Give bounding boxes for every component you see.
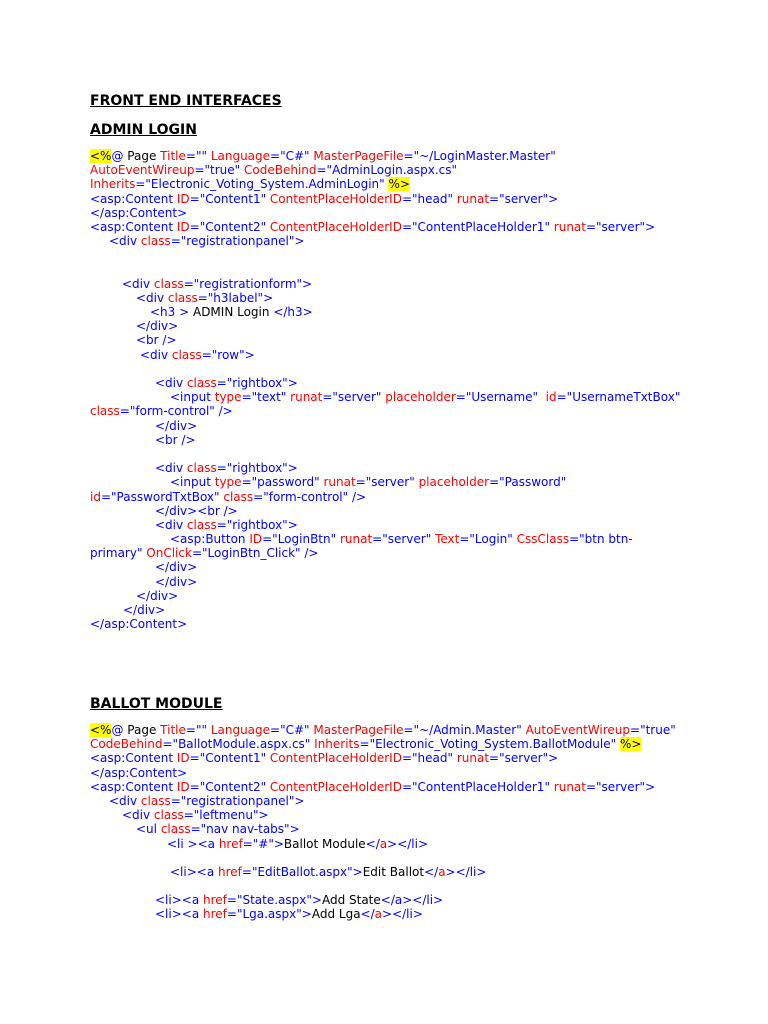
code-token: MasterPageFile — [313, 723, 404, 737]
code-token: ="server"> — [585, 219, 656, 234]
code-token: ID — [176, 191, 190, 206]
code-token: Add State — [321, 893, 381, 908]
code-token: ="row"> — [201, 347, 255, 362]
code-token: ="btn btn- — [569, 532, 633, 547]
admin-login-heading: ADMIN LOGIN — [90, 122, 197, 138]
code-token: class — [186, 376, 217, 390]
code-line — [90, 319, 730, 333]
code-token: href — [203, 907, 227, 922]
code-token: <div — [109, 793, 141, 808]
code-line — [90, 447, 730, 461]
code-token: ="nav nav-tabs"> — [190, 822, 300, 837]
code-line — [90, 766, 730, 780]
code-token: ="~/LoginMaster.Master" — [403, 149, 556, 163]
code-token: <asp:Content — [90, 751, 177, 766]
code-token: placeholder — [385, 390, 456, 405]
code-token: Page — [127, 723, 161, 737]
code-line — [90, 518, 730, 532]
code-line — [90, 808, 730, 822]
code-token: Title — [160, 149, 186, 163]
code-token: ="Password" — [489, 475, 567, 490]
code-token: <asp:Content — [90, 779, 177, 794]
code-token: <div — [122, 808, 154, 823]
code-token: id — [90, 489, 101, 504]
code-token: ="server"> — [585, 779, 656, 794]
code-line — [90, 822, 730, 836]
code-token: </div> — [155, 418, 198, 433]
code-token: Title — [160, 723, 186, 737]
code-token: a — [379, 836, 388, 851]
code-token: ="registrationpanel"> — [170, 234, 305, 249]
code-token: ></li> — [445, 864, 487, 879]
code-line — [90, 177, 730, 191]
code-token: ></li> — [387, 836, 429, 851]
code-token: ="server"> — [489, 191, 559, 206]
code-token: ID — [176, 751, 190, 766]
code-line — [90, 419, 730, 433]
code-token: <li ><a — [167, 836, 219, 851]
code-token: ="form-control" /> — [119, 404, 233, 419]
code-token: type — [214, 390, 242, 405]
code-token: </div> — [155, 574, 198, 589]
code-token: class — [160, 822, 191, 837]
code-token: class — [186, 517, 217, 532]
code-line — [90, 248, 730, 262]
code-token: ="ContentPlaceHolder1" — [401, 219, 554, 234]
code-token: <br /> — [155, 432, 196, 447]
code-token: <asp:Content — [90, 219, 177, 234]
code-token: </asp:Content> — [90, 205, 188, 220]
code-token: runat — [456, 191, 490, 206]
code-line — [90, 149, 730, 163]
code-token: ="" — [185, 149, 211, 163]
code-line — [90, 893, 730, 907]
code-line — [90, 291, 730, 305]
code-token: class — [167, 290, 198, 305]
code-token: type — [214, 475, 242, 490]
code-token: Language — [210, 723, 271, 737]
code-line — [90, 475, 730, 489]
code-line — [90, 794, 730, 808]
code-line — [90, 504, 730, 518]
code-token: ContentPlaceHolderID — [269, 219, 402, 234]
code-token: ="Content2" — [189, 779, 270, 794]
code-token: runat — [456, 751, 490, 766]
code-token: ></li> — [382, 907, 423, 922]
code-line — [90, 263, 730, 277]
code-token: ="BallotModule.aspx.cs" — [162, 737, 315, 752]
code-token: primary" — [90, 546, 147, 561]
code-line — [90, 348, 730, 362]
code-token: ="EditBallot.aspx"> — [241, 864, 363, 879]
code-token: ="" — [185, 723, 211, 737]
code-token: AutoEventWireup — [525, 723, 631, 737]
code-token: ="password" — [241, 475, 324, 490]
code-token: runat — [339, 532, 373, 547]
code-token: ="Content2" — [189, 219, 270, 234]
code-line — [90, 865, 730, 879]
code-line — [90, 780, 730, 794]
code-line — [90, 192, 730, 206]
code-line — [90, 333, 730, 347]
code-token: OnClick — [146, 546, 192, 561]
code-token: </asp:Content> — [90, 765, 188, 780]
code-token: ="Username" — [455, 390, 546, 405]
code-token: MasterPageFile — [313, 149, 404, 163]
front-end-interfaces-heading: FRONT END INTERFACES — [90, 93, 282, 109]
code-line — [90, 603, 730, 617]
code-token: <li><a — [155, 893, 203, 908]
code-token: runat — [553, 219, 586, 234]
code-token: ="Content1" — [189, 191, 270, 206]
code-token: class — [171, 347, 202, 362]
code-token: ="form-control" /> — [253, 489, 367, 504]
code-token: ="PasswordTxtBox" — [100, 489, 224, 504]
code-token: ID — [176, 219, 190, 234]
code-token: AutoEventWireup — [90, 163, 195, 178]
code-line — [90, 751, 730, 765]
code-line — [90, 362, 730, 376]
code-token: ="C#" — [270, 149, 314, 163]
code-token: <ul — [136, 822, 161, 837]
code-line — [90, 404, 730, 418]
code-token: class — [153, 808, 184, 823]
code-token: ="Electronic_Voting_System.BallotModule" — [359, 737, 620, 752]
code-line — [90, 305, 730, 319]
code-token: class — [223, 489, 254, 504]
code-token: Ballot Module — [283, 836, 366, 851]
code-token: </ — [424, 864, 439, 879]
code-token: </div> — [155, 560, 198, 575]
code-token: ="C#" — [270, 723, 314, 737]
admin-login-code-block — [90, 149, 730, 631]
code-token: ="LoginBtn" — [262, 532, 340, 547]
code-token: ="rightbox"> — [216, 461, 298, 476]
code-line — [90, 575, 730, 589]
code-token: <% — [90, 149, 112, 163]
code-line — [90, 907, 730, 921]
code-token: href — [203, 893, 227, 908]
code-line — [90, 589, 730, 603]
code-line — [90, 433, 730, 447]
code-line — [90, 461, 730, 475]
code-token: <% — [90, 723, 112, 737]
code-token: <div — [136, 290, 168, 305]
code-token: <li><a — [170, 864, 218, 879]
code-line — [90, 206, 730, 220]
code-line — [90, 737, 730, 751]
ballot-module-code-block — [90, 723, 730, 922]
code-token: ContentPlaceHolderID — [269, 191, 402, 206]
code-token: @ — [111, 723, 128, 737]
code-token: <asp:Button — [170, 532, 250, 547]
code-token: ="#"> — [242, 836, 284, 851]
code-token: </div> — [136, 588, 179, 603]
code-token: CodeBehind — [244, 163, 317, 178]
code-token: <input — [170, 390, 215, 405]
code-token: <div — [109, 234, 141, 249]
code-line — [90, 723, 730, 737]
code-line — [90, 532, 730, 546]
code-line — [90, 376, 730, 390]
code-token: a — [438, 864, 446, 879]
code-token: ="server" — [355, 475, 419, 490]
code-token: CodeBehind — [90, 737, 163, 752]
code-token: href — [218, 864, 242, 879]
code-token: ="true" — [630, 723, 676, 737]
code-token: Inherits — [314, 737, 360, 752]
code-token: ID — [176, 779, 190, 794]
code-token: ="LoginBtn_Click" /> — [191, 546, 319, 561]
code-token: ="Content1" — [189, 751, 270, 766]
code-token: <br /> — [136, 333, 177, 348]
code-token: Page — [127, 149, 161, 163]
code-token: <div — [140, 347, 172, 362]
code-token: ="head" — [401, 751, 457, 766]
code-token: a — [374, 907, 383, 922]
code-token: runat — [323, 475, 356, 490]
code-token: </asp:Content> — [90, 617, 188, 632]
code-token: ="registrationform"> — [183, 276, 313, 291]
code-token: ="leftmenu"> — [183, 808, 269, 823]
code-line — [90, 163, 730, 177]
code-line — [90, 490, 730, 504]
code-line — [90, 234, 730, 248]
code-line — [90, 837, 730, 851]
code-token: ="Login" — [459, 532, 517, 547]
code-line — [90, 560, 730, 574]
code-line — [90, 277, 730, 291]
code-token: Inherits — [90, 177, 136, 192]
code-line — [90, 546, 730, 560]
code-token: ="true" — [194, 163, 244, 178]
code-token: ="h3label"> — [197, 290, 274, 305]
code-token: class — [140, 234, 171, 249]
code-token: </a></li> — [380, 893, 444, 908]
code-token: <input — [170, 475, 215, 490]
code-token: Edit Ballot — [362, 864, 425, 879]
code-token: %> — [388, 177, 410, 192]
code-token: ="registrationpanel"> — [170, 793, 305, 808]
code-token: ="Lga.aspx"> — [226, 907, 312, 922]
code-token: ="State.aspx"> — [226, 893, 322, 908]
code-token: ContentPlaceHolderID — [269, 779, 402, 794]
code-token: <h3 > — [150, 305, 193, 320]
code-token: </div> — [136, 319, 179, 334]
code-token: @ — [111, 149, 128, 163]
code-token: ="server" — [372, 532, 436, 547]
code-token: ContentPlaceHolderID — [269, 751, 402, 766]
code-token: ="ContentPlaceHolder1" — [401, 779, 554, 794]
code-token: ="server"> — [489, 751, 559, 766]
code-token: <div — [155, 461, 187, 476]
code-line — [90, 390, 730, 404]
code-token: %> — [619, 737, 642, 752]
code-line — [90, 617, 730, 631]
code-token: ="head" — [401, 191, 457, 206]
code-token: runat — [553, 779, 586, 794]
code-token: CssClass — [516, 532, 570, 547]
code-token: Add Lga — [311, 907, 361, 922]
code-token: placeholder — [418, 475, 490, 490]
code-token: <div — [155, 376, 187, 390]
code-token: class — [90, 404, 120, 419]
code-token: href — [218, 836, 243, 851]
code-token: ="AdminLogin.aspx.cs" — [316, 163, 458, 178]
code-token: ="~/Admin.Master" — [403, 723, 526, 737]
code-token: ADMIN Login — [192, 305, 274, 320]
code-token: </ — [365, 836, 380, 851]
code-token: <div — [122, 276, 154, 291]
code-token: Text — [435, 532, 460, 547]
code-line — [90, 879, 730, 893]
code-token: ="rightbox"> — [216, 517, 298, 532]
code-token: ="server" — [322, 390, 386, 405]
code-token: </ — [360, 907, 375, 922]
code-line — [90, 851, 730, 865]
code-token: </h3> — [273, 305, 313, 320]
code-line — [90, 220, 730, 234]
code-token: <div — [155, 517, 187, 532]
code-token: <li><a — [155, 907, 203, 922]
code-token: id — [545, 390, 557, 405]
code-token: runat — [290, 390, 323, 405]
code-token: class — [140, 793, 171, 808]
code-token: ID — [249, 532, 263, 547]
code-token: class — [186, 461, 217, 476]
code-token: ="Electronic_Voting_System.AdminLogin" — [135, 177, 389, 192]
code-token: </div><br /> — [155, 503, 238, 518]
code-token: ="rightbox"> — [216, 376, 298, 390]
code-token: class — [153, 276, 184, 291]
code-token: ="text" — [241, 390, 291, 405]
code-token: <asp:Content — [90, 191, 177, 206]
code-token: ="UsernameTxtBox" — [556, 390, 681, 405]
ballot-module-heading: BALLOT MODULE — [90, 696, 223, 712]
code-token: Language — [210, 149, 271, 163]
code-token: </div> — [123, 603, 166, 617]
